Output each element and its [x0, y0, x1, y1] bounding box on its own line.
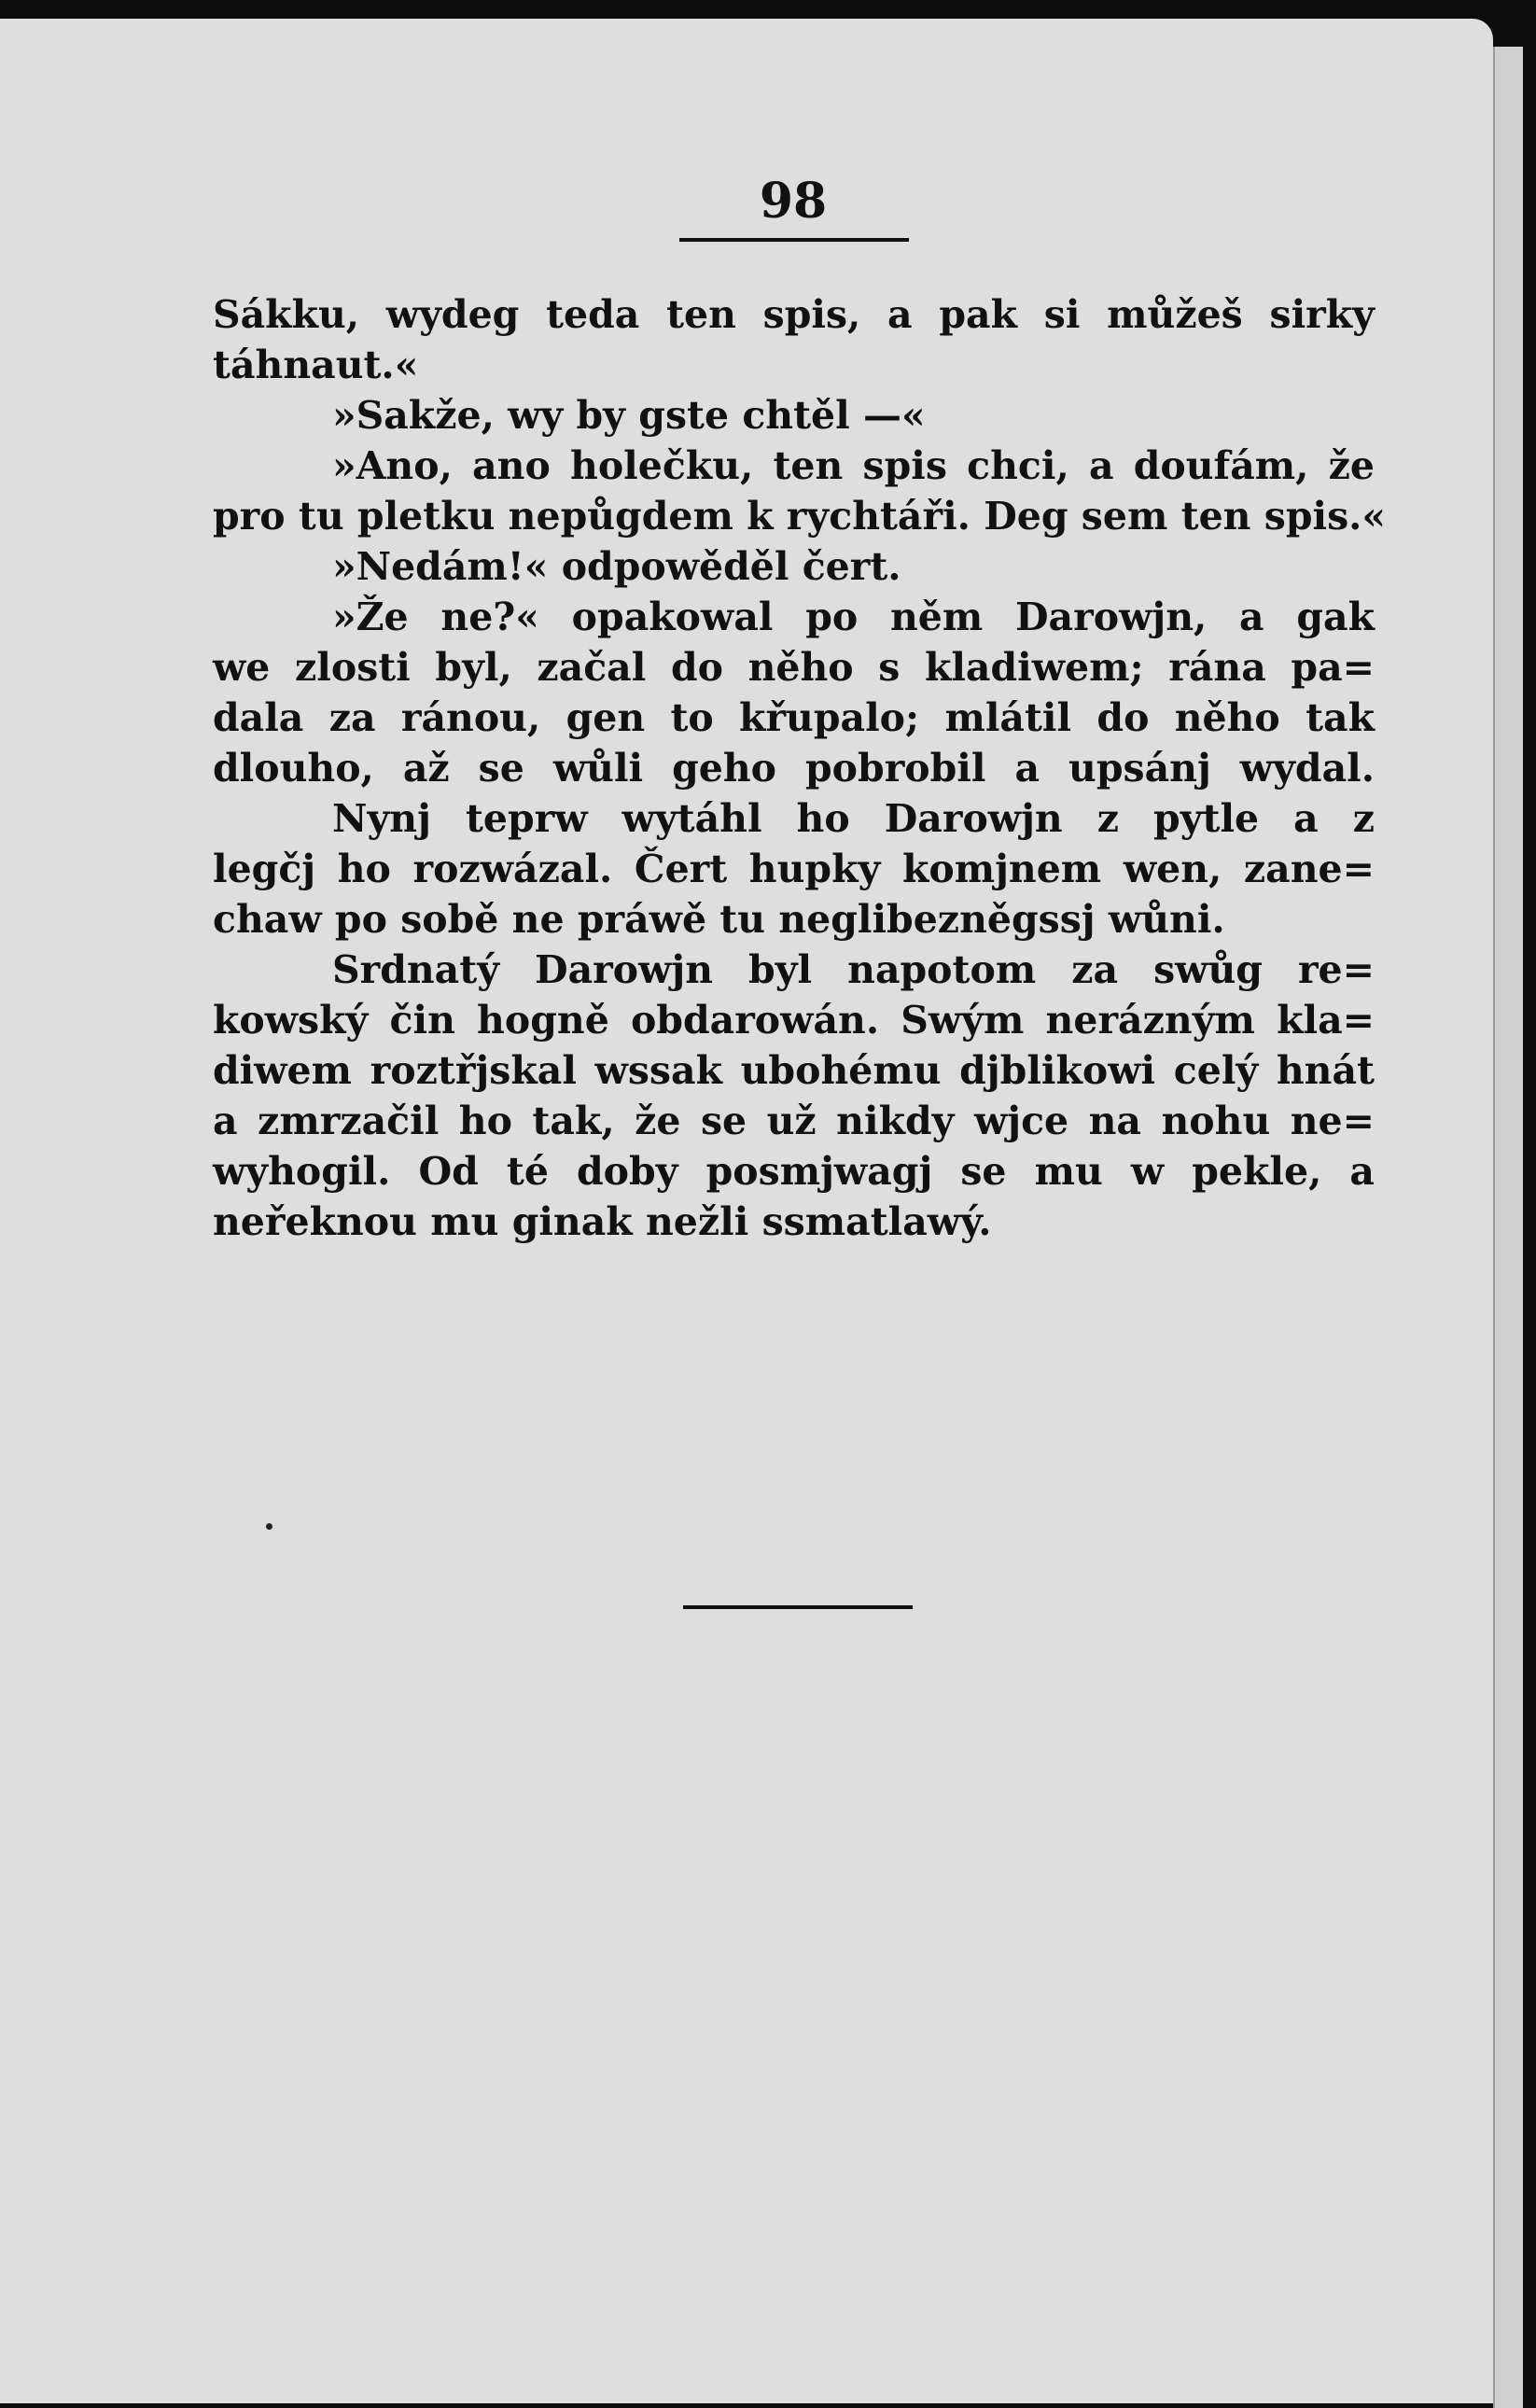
- page-number: 98: [759, 173, 828, 230]
- text-line: »Sakže, wy by gste chtěl —«: [332, 393, 926, 438]
- header-rule: [679, 238, 909, 242]
- page-edge: [1493, 47, 1523, 2408]
- text-line: »Že ne?« opakowal po něm Darowjn, a gak: [332, 595, 1375, 639]
- ink-speck: [266, 1523, 272, 1530]
- text-line: wyhogil. Od té doby posmjwagj se mu w pekle, a: [213, 1149, 1375, 1194]
- text-line: pro tu pletku nepůgdem k rychtáři. Deg sem ten spis.«: [213, 494, 1387, 539]
- text-line: »Nedám!« odpowěděl čert.: [332, 544, 901, 589]
- text-line: legčj ho rozwázal. Čert hupky komjnem wen, zane=: [213, 847, 1375, 891]
- body-text: [213, 289, 1387, 1247]
- text-line: we zlosti byl, začal do něho s kladiwem; rána pa=: [213, 645, 1375, 690]
- text-line: Nynj teprw wytáhl ho Darowjn z pytle a z: [332, 796, 1375, 841]
- text-line: Srdnatý Darowjn byl napotom za swůg re=: [332, 947, 1375, 992]
- text-line: táhnaut.«: [213, 343, 419, 387]
- text-line: dlouho, až se wůli geho pobrobil a upsánj wydal.: [213, 746, 1375, 791]
- text-line: diwem roztřjskal wssak ubohému djblikowi celý hnát: [213, 1048, 1375, 1093]
- text-line: dala za ránou, gen to křupalo; mlátil do něho tak: [213, 695, 1375, 740]
- text-line: chaw po sobě ne práwě tu neglibezněgssj wůni.: [213, 897, 1225, 942]
- footer-rule: [683, 1605, 913, 1609]
- text-line: neřeknou mu ginak nežli ssmatlawý.: [213, 1199, 992, 1244]
- text-line: »Ano, ano holečku, ten spis chci, a doufám, že: [332, 443, 1375, 488]
- text-line: kowský čin hogně obdarowán. Swým nerázným kla=: [213, 998, 1375, 1043]
- text-line: a zmrzačil ho tak, že se už nikdy wjce na nohu ne=: [213, 1099, 1375, 1143]
- text-line: Sákku, wydeg teda ten spis, a pak si můžeš sirky: [213, 292, 1375, 337]
